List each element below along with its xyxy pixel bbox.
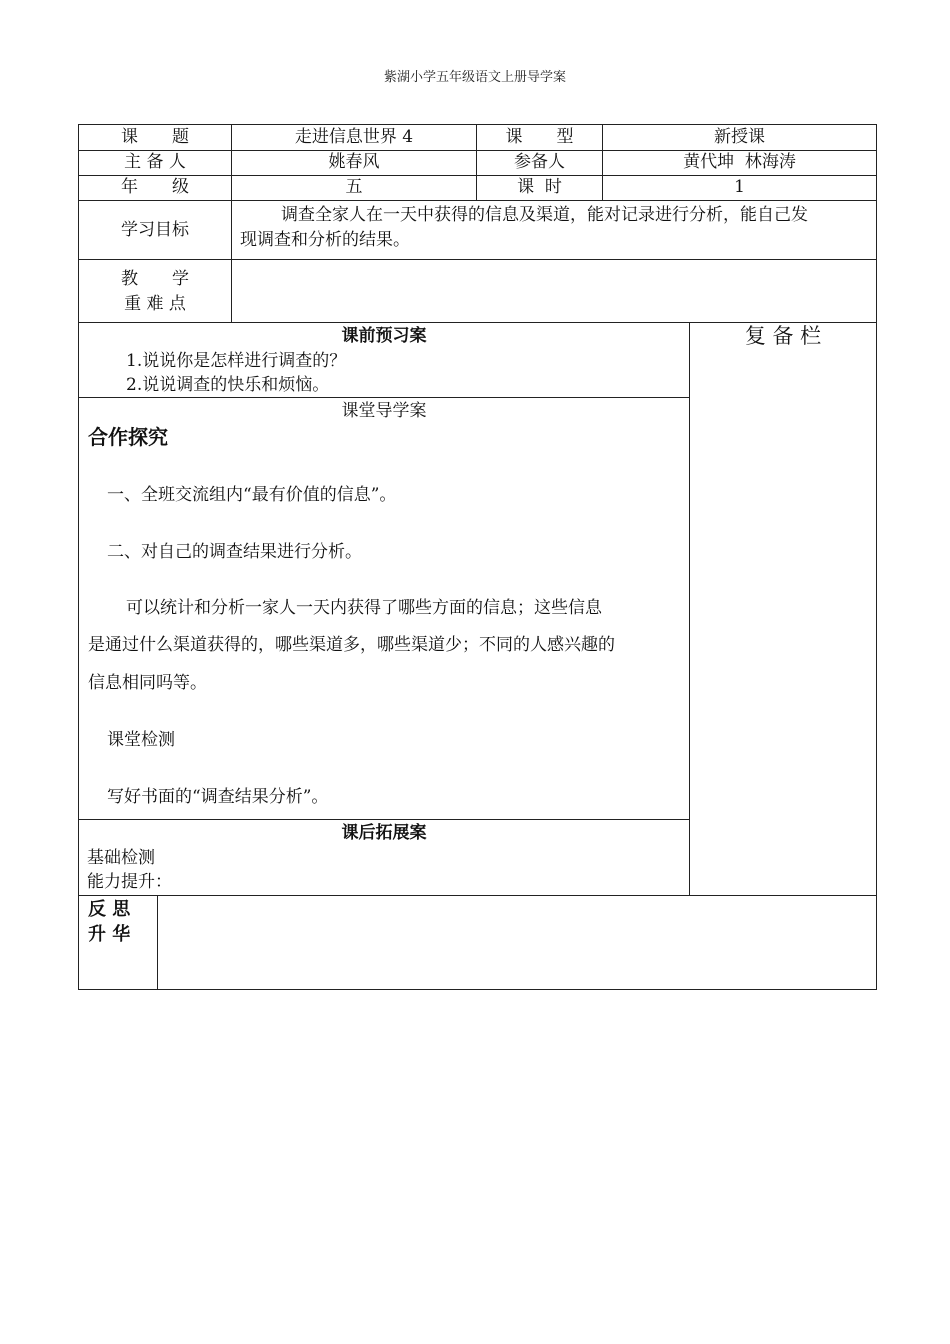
label-co-preparers: 参备人 [514, 152, 565, 172]
classroom-section-title: 课堂导学案 [341, 401, 427, 421]
page-header-title: 紫湖小学五年级语文上册导学案 [383, 70, 566, 85]
analysis-paragraph-line-1: 可以统计和分析一家人一天内获得了哪些方面的信息；这些信息 [126, 598, 602, 618]
cooperative-inquiry-heading: 合作探究 [88, 425, 168, 449]
learning-goals-line-2: 现调查和分析的结果。 [240, 230, 410, 250]
label-periods: 课 时 [517, 177, 562, 197]
after-class-section-title: 课后拓展案 [341, 823, 427, 843]
label-lead-preparer: 主 备 人 [124, 152, 186, 172]
value-co-preparers: 黄代坤 林海涛 [683, 152, 796, 172]
label-grade: 年 级 [121, 177, 189, 197]
value-lead-preparer: 姚春风 [328, 152, 380, 172]
label-lesson-type: 课 型 [505, 127, 574, 147]
classroom-check-title: 课堂检测 [107, 730, 175, 750]
reflection-label-line-2: 升 华 [88, 924, 131, 945]
step-1-text: 一、全班交流组内“最有价值的信息”。 [107, 485, 397, 505]
ability-improvement-label: 能力提升： [87, 872, 172, 892]
step-2-text: 二、对自己的调查结果进行分析。 [107, 542, 362, 562]
value-periods: 1 [734, 177, 745, 197]
review-column-title: 复 备 栏 [744, 324, 822, 348]
analysis-paragraph-line-3: 信息相同吗等。 [88, 673, 207, 693]
preview-item-2: 2.说说调查的快乐和烦恼。 [126, 375, 330, 395]
value-grade: 五 [345, 177, 363, 197]
analysis-paragraph-line-2: 是通过什么渠道获得的，哪些渠道多，哪些渠道少；不同的人感兴趣的 [88, 635, 615, 655]
value-lesson-title: 走进信息世界 4 [294, 127, 414, 147]
label-learning-goals: 学习目标 [121, 220, 189, 240]
label-lesson-title: 课 题 [121, 127, 189, 147]
label-difficulty-line-1: 教 学 [121, 269, 189, 289]
reflection-label-line-1: 反 思 [88, 899, 131, 920]
preview-item-1: 1.说说你是怎样进行调查的？ [126, 351, 347, 371]
label-difficulty-line-2: 重 难 点 [124, 294, 186, 314]
classroom-check-text: 写好书面的“调查结果分析”。 [107, 787, 329, 807]
value-lesson-type: 新授课 [714, 127, 765, 147]
preview-section-title: 课前预习案 [341, 326, 427, 346]
learning-goals-line-1: 调查全家人在一天中获得的信息及渠道，能对记录进行分析，能自己发 [281, 205, 808, 225]
basic-check-label: 基础检测 [87, 848, 155, 868]
